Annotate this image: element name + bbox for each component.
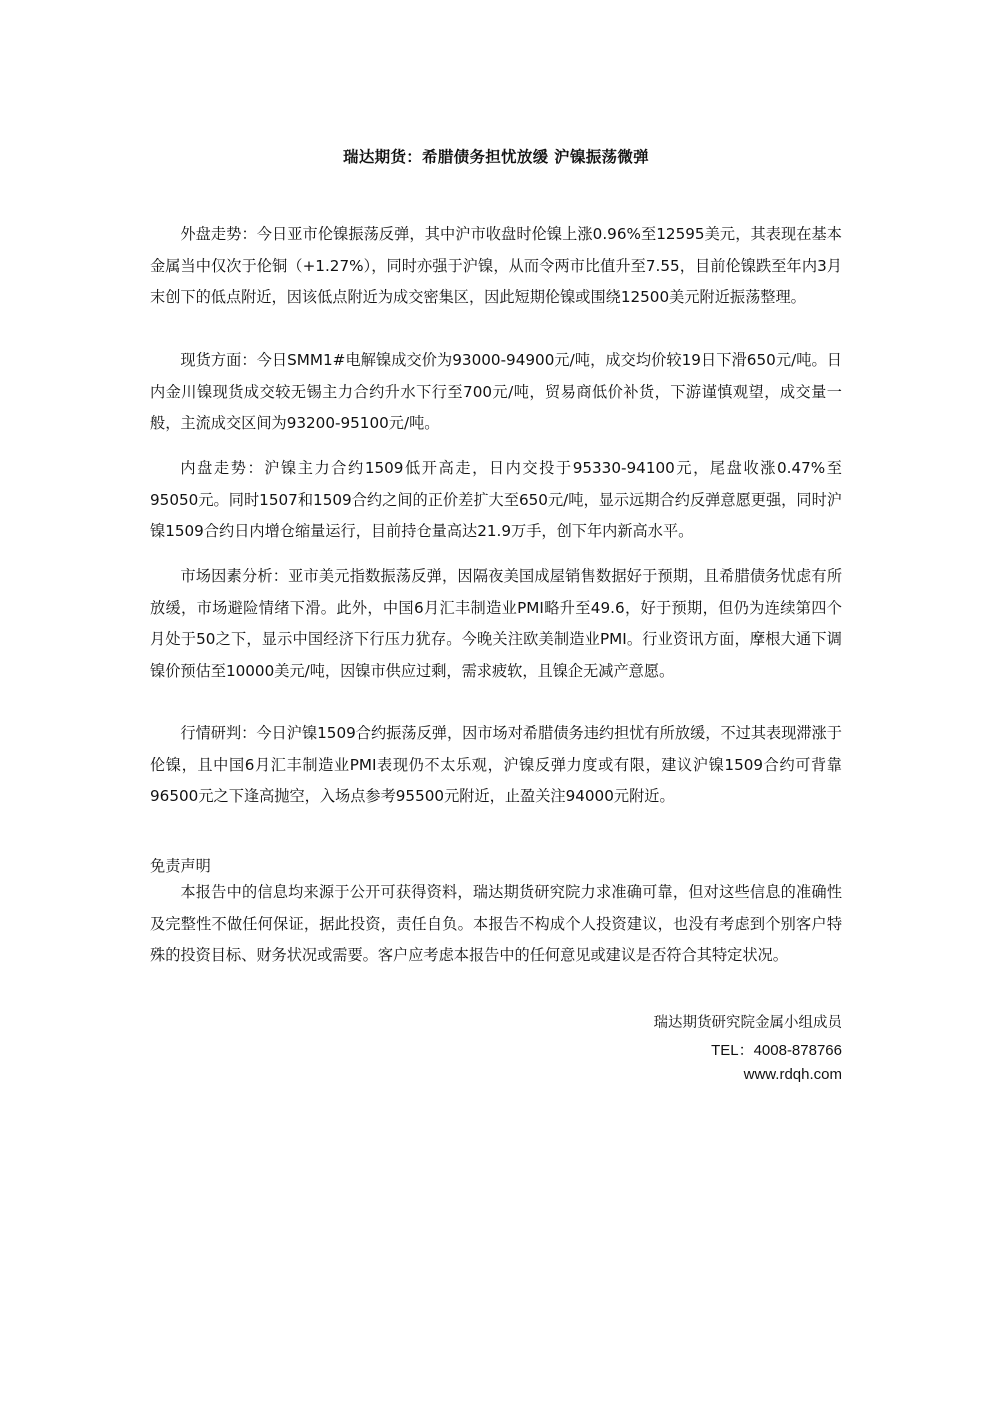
disclaimer-heading: 免责声明 <box>150 857 211 875</box>
document-title: 瑞达期货：希腊债务担忧放缓 沪镍振荡微弹 <box>343 148 649 166</box>
signature-telephone: TEL：4008-878766 <box>711 1042 842 1059</box>
signature-website: www.rdqh.com <box>743 1066 842 1083</box>
paragraph-domestic-market: 内盘走势：沪镍主力合约1509低开高走，日内交投于95330-94100元，尾盘收涨0.47%至95050元。同时1507和1509合约之间的正价差扩大至650元/吨，显示远期合约反弹意愿更强，同时沪镍1509合约日内增仓缩量运行，目前持仓量高达21.9万手，创下年内新高水平。 <box>150 459 842 540</box>
paragraph-outer-market: 外盘走势：今日亚市伦镍振荡反弹，其中沪市收盘时伦镍上涨0.96%至12595美元，其表现在基本金属当中仅次于伦铜（+1.27%），同时亦强于沪镍，从而令两市比值升至7.55，目前伦镍跌至年内3月末创下的低点附近，因该低点附近为成交密集区，因此短期伦镍或围绕12500美元附近振荡整理。 <box>150 225 842 306</box>
signature-organization: 瑞达期货研究院金属小组成员 <box>653 1015 842 1031</box>
paragraph-market-factors: 市场因素分析：亚市美元指数振荡反弹，因隔夜美国成屋销售数据好于预期，且希腊债务忧虑有所放缓，市场避险情绪下滑。此外，中国6月汇丰制造业PMI略升至49.6，好于预期，但仍为连续第四个月处于50之下，显示中国经济下行压力犹存。今晚关注欧美制造业PMI。行业资讯方面，摩根大通下调镍价预估至10000美元/吨，因镍市供应过剩，需求疲软，且镍企无减产意愿。 <box>150 567 842 680</box>
paragraph-spot-market: 现货方面：今日SMM1#电解镍成交价为93000-94900元/吨，成交均价较19日下滑650元/吨。日内金川镍现货成交较无锡主力合约升水下行至700元/吨，贸易商低价补货，下游谨慎观望，成交量一般，主流成交区间为93200-95100元/吨。 <box>150 351 842 432</box>
paragraph-market-judgement: 行情研判：今日沪镍1509合约振荡反弹，因市场对希腊债务违约担忧有所放缓，不过其表现滞涨于伦镍，且中国6月汇丰制造业PMI表现仍不太乐观，沪镍反弹力度或有限，建议沪镍1509合约可背靠96500元之下逢高抛空，入场点参考95500元附近，止盈关注94000元附近。 <box>150 724 842 805</box>
disclaimer-text: 本报告中的信息均来源于公开可获得资料，瑞达期货研究院力求准确可靠，但对这些信息的准确性及完整性不做任何保证，据此投资，责任自负。本报告不构成个人投资建议，也没有考虑到个别客户特殊的投资目标、财务状况或需要。客户应考虑本报告中的任何意见或建议是否符合其特定状况。 <box>150 883 842 964</box>
